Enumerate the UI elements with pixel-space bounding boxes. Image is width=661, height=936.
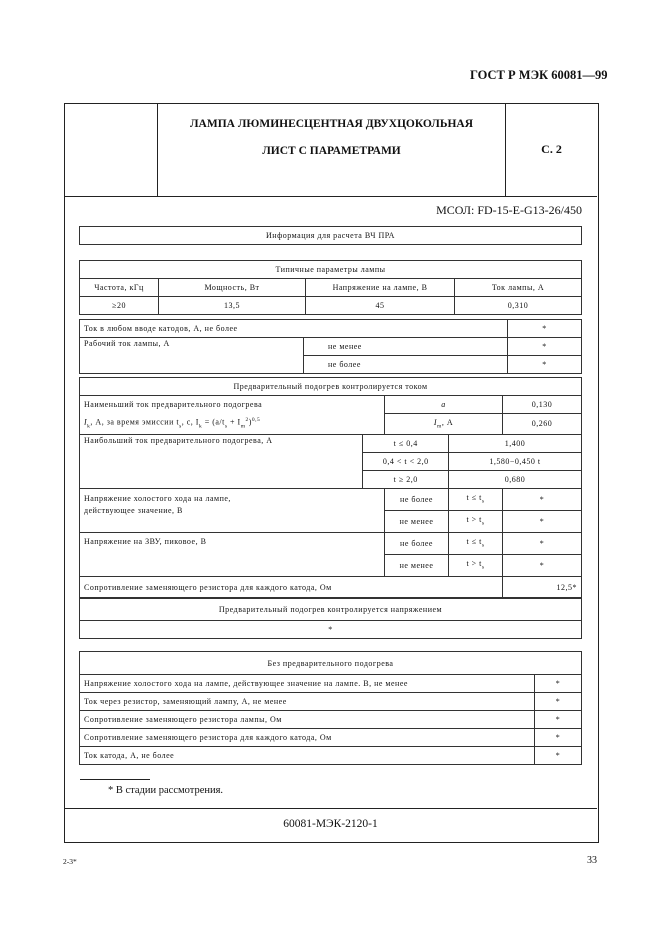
zvu-cond-1: $t \le t_s$ [449,532,503,554]
header-power: Мощность, Вт [159,279,306,297]
largest-preheat-label: Наибольший ток предварительного подогрева, А [80,434,363,488]
table-row [80,711,582,729]
no-preheat-value-1: * [535,675,582,693]
working-max-label: не более [304,356,508,374]
no-preheat-label-1: Напряжение холостого хода на лампе, действующее значение на лампе. В, не менее [80,675,535,693]
preheat-current-title: Предварительный подогрев контролируется током [80,378,582,396]
header-current: Ток лампы, А [455,279,582,297]
table-row [80,320,582,338]
currents-table [79,319,582,374]
table-row [80,576,582,598]
table-row [80,488,582,510]
largest-value-1: 1,400 [449,434,582,452]
table-row [80,747,582,765]
preheat-voltage-value: * [80,621,582,639]
sheet-title: ЛАМПА ЛЮМИНЕСЦЕНТНАЯ ДВУХЦОКОЛЬНАЯ [189,118,474,130]
no-preheat-label-5: Ток катода, А, не более [80,747,535,765]
zvu-cond-2: $t > t_s$ [449,554,503,576]
largest-cond-3: t ≥ 2,0 [363,470,449,488]
header-voltage: Напряжение на лампе, В [306,279,455,297]
coef-a-value: 0,130 [503,396,582,414]
working-max-value: * [508,356,582,374]
document-code: ГОСТ Р МЭК 60081—99 [470,68,608,82]
table-row [80,396,582,414]
value-voltage: 45 [306,297,455,315]
no-preheat-table [79,651,582,765]
cathode-current-value: * [508,320,582,338]
no-preheat-value-3: * [535,711,582,729]
no-preheat-value-2: * [535,693,582,711]
info-title: Информация для расчета ВЧ ПРА [80,227,582,245]
typical-values-row [80,297,582,315]
value-current: 0,310 [455,297,582,315]
no-preheat-value-5: * [535,747,582,765]
footnote: * В стадии рассмотрения. [108,785,224,796]
no-preheat-value-4: * [535,729,582,747]
print-mark: 2-3* [63,857,77,866]
msol-code: МСОЛ: FD-15-E-G13-26/450 [436,203,582,217]
largest-value-2: 1,580−0,450 t [449,452,582,470]
zvu-label: Напряжение на ЗВУ, пиковое, В [80,532,385,576]
table-row [80,693,582,711]
smallest-preheat-label: Наименьший ток предварительного подогрева [80,396,385,414]
value-power: 13,5 [159,297,306,315]
ocv-label: Напряжение холостого хода на лампе, действующее значение, В [80,488,385,532]
value-frequency: ≥20 [80,297,159,315]
table-row [80,338,582,356]
footnote-divider [80,779,150,780]
preheat-voltage-table [79,597,582,639]
ocv-cond-1: $t \le t_s$ [449,488,503,510]
sheet-subtitle: ЛИСТ С ПАРАМЕТРАМИ [262,145,401,157]
coef-im-value: 0,260 [503,414,582,435]
table-row [80,675,582,693]
zvu-value-2: * [503,554,582,576]
largest-cond-2: 0,4 < t < 2,0 [363,452,449,470]
ocv-min-label: не менее [385,510,449,532]
resistor-label: Сопротивление заменяющего резистора для каждого катода, Ом [80,576,503,598]
bottom-code: 60081-МЭК-2120-1 [283,818,378,830]
table-row [80,532,582,554]
typical-title: Типичные параметры лампы [80,261,582,279]
working-min-value: * [508,338,582,356]
typical-header-row [80,279,582,297]
no-preheat-label-2: Ток через резистор, заменяющий лампу, А, не менее [80,693,535,711]
ocv-cond-2: $t > t_s$ [449,510,503,532]
cathode-current-label: Ток в любом вводе катодов, А, не более [80,320,508,338]
no-preheat-title: Без предварительного подогрева [80,652,582,675]
header-frequency: Частота, кГц [80,279,159,297]
largest-value-3: 0,680 [449,470,582,488]
ocv-value-1: * [503,488,582,510]
largest-cond-1: t ≤ 0,4 [363,434,449,452]
working-min-label: не менее [304,338,508,356]
preheat-formula: $I_k$, А, за время эмиссии $t_s$, с, $I_k = (a/t_s + I_m^2)^{0,5}$ [80,414,385,435]
coef-a-label: a [385,396,503,414]
zvu-value-1: * [503,532,582,554]
coef-im-label: $I_m$, А [385,414,503,435]
page-number: 33 [587,855,597,866]
ocv-max-label: не более [385,488,449,510]
zvu-max-label: не более [385,532,449,554]
bottom-divider [64,808,597,809]
zvu-min-label: не менее [385,554,449,576]
info-table [79,226,582,245]
resistor-value: 12,5* [503,576,582,598]
working-current-label: Рабочий ток лампы, А [80,338,304,374]
table-row [80,414,582,435]
preheat-voltage-title: Предварительный подогрев контролируется напряжением [80,598,582,621]
typical-params-table [79,260,582,315]
ocv-value-2: * [503,510,582,532]
no-preheat-label-4: Сопротивление заменяющего резистора для каждого катода, Ом [80,729,535,747]
no-preheat-label-3: Сопротивление заменяющего резистора лампы, Ом [80,711,535,729]
table-row [80,434,582,452]
table-row [80,729,582,747]
page-label: С. 2 [541,142,562,156]
preheat-current-table [79,377,582,599]
